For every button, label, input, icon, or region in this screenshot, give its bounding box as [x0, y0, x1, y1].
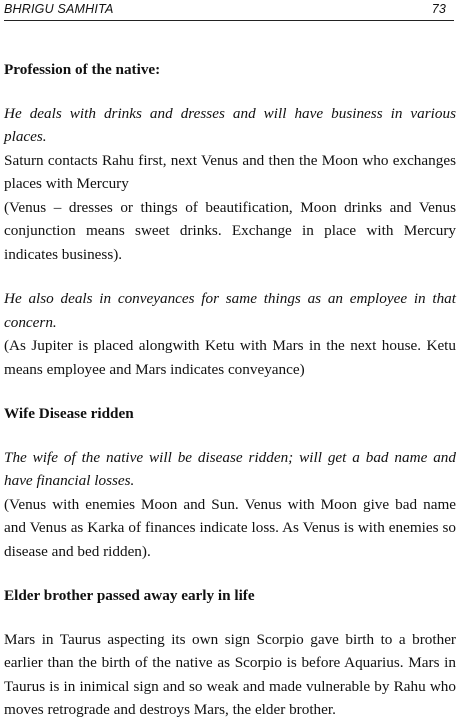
section-heading-profession: Profession of the native: [4, 61, 161, 78]
running-header [4, 0, 454, 21]
profession-explanation-1: Saturn contacts Rahu first, next Venus and then the Moon who exchanges places with Mercury [4, 151, 456, 192]
page-body [4, 58, 456, 722]
book-title: BHRIGU SAMHITA [4, 2, 114, 16]
page-number: 73 [431, 2, 446, 16]
profession-explanation-2: (Venus – dresses or things of beautification, Moon drinks and Venus conjunction means sweet drinks. Exchange in place with Mercury indicates business). [4, 198, 456, 263]
brother-explanation: Mars in Taurus aspecting its own sign Scorpio gave birth to a brother earlier than the birth of the native as Scorpio is before Aquarius. Mars in Taurus is in inimical sign and so weak and made vulnerable by Rahu who moves retrograde and destroys Mars, the elder brother. [4, 630, 456, 718]
section-heading-brother: Elder brother passed away early in life [4, 587, 255, 604]
profession-explanation-3: (As Jupiter is placed alongwith Ketu with Mars in the next house. Ketu means employee and Mars indicates conveyance) [4, 337, 456, 378]
section-heading-wife: Wife Disease ridden [4, 405, 134, 422]
profession-quote-2: He also deals in conveyances for same things as an employee in that concern. [4, 290, 456, 331]
profession-quote: He deals with drinks and dresses and will have business in various places. [4, 104, 456, 145]
wife-quote: The wife of the native will be disease ridden; will get a bad name and have financial losses. [4, 448, 456, 489]
wife-explanation: (Venus with enemies Moon and Sun. Venus with Moon give bad name and Venus as Karka of finances indicate loss. As Venus is with enemies so disease and bed ridden). [4, 495, 456, 560]
